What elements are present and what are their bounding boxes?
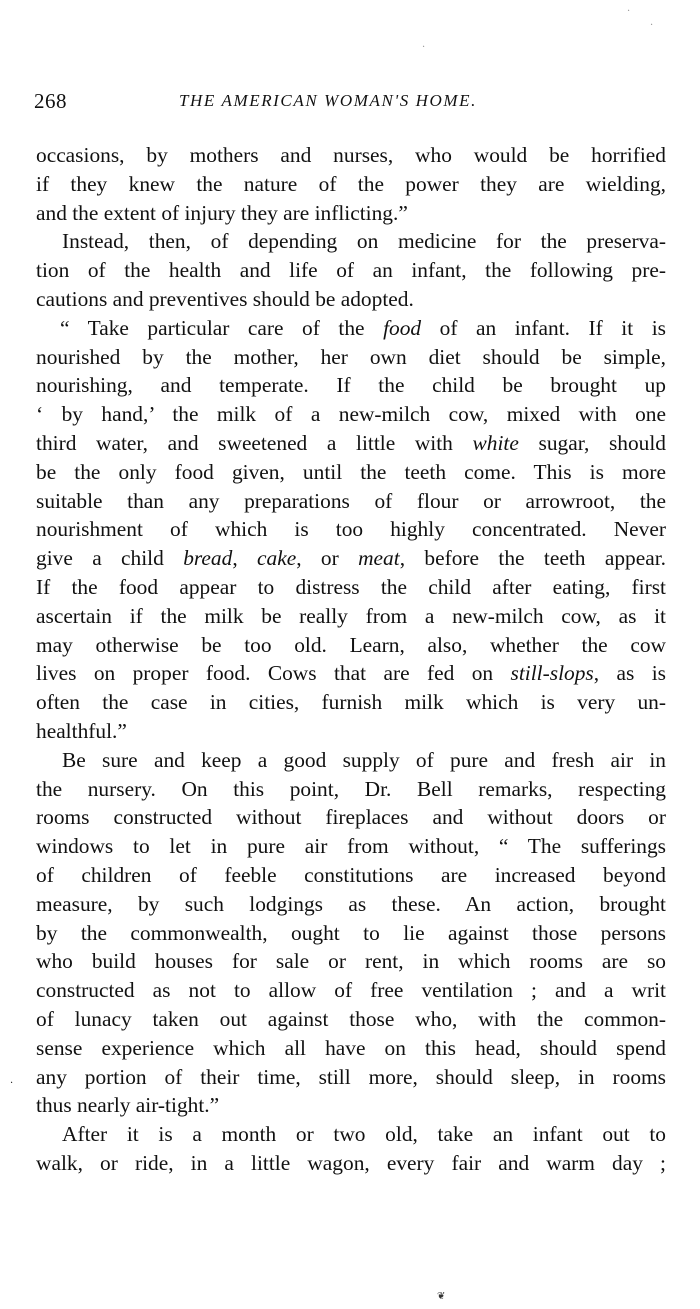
text-line: cautions and preventives should be adopted. xyxy=(36,286,414,311)
text-line: thus nearly air-tight.” xyxy=(36,1093,220,1118)
running-head xyxy=(34,89,664,119)
text-line: nourishing, and temperate. If the child be brought up xyxy=(36,373,666,398)
text-line: walk, or ride, in a little wagon, every fair and warm day ; xyxy=(36,1150,666,1175)
text-line: and the extent of injury they are inflicting.” xyxy=(36,200,408,225)
text-line: windows to let in pure air from without, “ The sufferings xyxy=(36,834,666,859)
text-line: ascertain if the milk be really from a new-milch cow, as it xyxy=(36,603,666,628)
text-line: by the commonwealth, ought to lie against those persons xyxy=(36,920,666,945)
text-line: ‘ by hand,’ the milk of a new-milch cow, mixed with one xyxy=(36,402,666,427)
text-line: tion of the health and life of an infant, the following pre- xyxy=(36,258,666,283)
text-line: be the only food given, until the teeth come. This is more xyxy=(36,459,666,484)
text-line: if they knew the nature of the power they are wielding, xyxy=(36,171,666,196)
running-title: THE AMERICAN WOMAN'S HOME. xyxy=(179,91,478,110)
text-line: nourishment of which is too highly concentrated. Never xyxy=(36,517,666,542)
page-number: 268 xyxy=(34,89,67,113)
text-line: rooms constructed without fireplaces and without doors or xyxy=(36,805,666,830)
text-line: who build houses for sale or rent, in which rooms are so xyxy=(36,949,666,974)
body-text xyxy=(36,141,666,1178)
text-line: healthful.” xyxy=(36,718,127,743)
text-line: “ Take particular care of the food of an infant. If it is xyxy=(60,315,666,340)
page-speck: · xyxy=(627,6,631,17)
text-line: If the food appear to distress the child after eating, first xyxy=(36,574,666,599)
page-speck: · xyxy=(10,1078,14,1089)
text-line: lives on proper food. Cows that are fed on still-slops, as is xyxy=(36,661,666,686)
ornament-mark: ❦ xyxy=(437,1291,446,1302)
text-line: occasions, by mothers and nurses, who would be horrified xyxy=(36,143,666,167)
text-line: give a child bread, cake, or meat, before the teeth appear. xyxy=(36,546,666,571)
text-line: of children of feeble constitutions are increased beyond xyxy=(36,862,666,887)
text-line: measure, by such lodgings as these. An action, brought xyxy=(36,891,666,916)
text-line: nourished by the mother, her own diet should be simple, xyxy=(36,344,666,369)
text-line: Instead, then, of depending on medicine for the preserva- xyxy=(62,229,666,254)
page-speck: · xyxy=(650,20,654,31)
text-line: After it is a month or two old, take an infant out to xyxy=(62,1122,666,1147)
page-speck: · xyxy=(422,42,426,53)
text-line: the nursery. On this point, Dr. Bell remarks, respecting xyxy=(36,776,666,801)
text-line: of lunacy taken out against those who, with the common- xyxy=(36,1006,666,1031)
text-line: sense experience which all have on this head, should spend xyxy=(36,1035,666,1060)
text-line: suitable than any preparations of flour or arrowroot, the xyxy=(36,488,666,513)
text-line: often the case in cities, furnish milk which is very un- xyxy=(36,690,666,715)
text-line: may otherwise be too old. Learn, also, whether the cow xyxy=(36,632,666,657)
text-line: constructed as not to allow of free ventilation ; and a writ xyxy=(36,978,666,1003)
text-line: Be sure and keep a good supply of pure and fresh air in xyxy=(62,747,666,772)
text-line: any portion of their time, still more, should sleep, in rooms xyxy=(36,1064,666,1089)
text-line: third water, and sweetened a little with white sugar, should xyxy=(36,430,666,455)
